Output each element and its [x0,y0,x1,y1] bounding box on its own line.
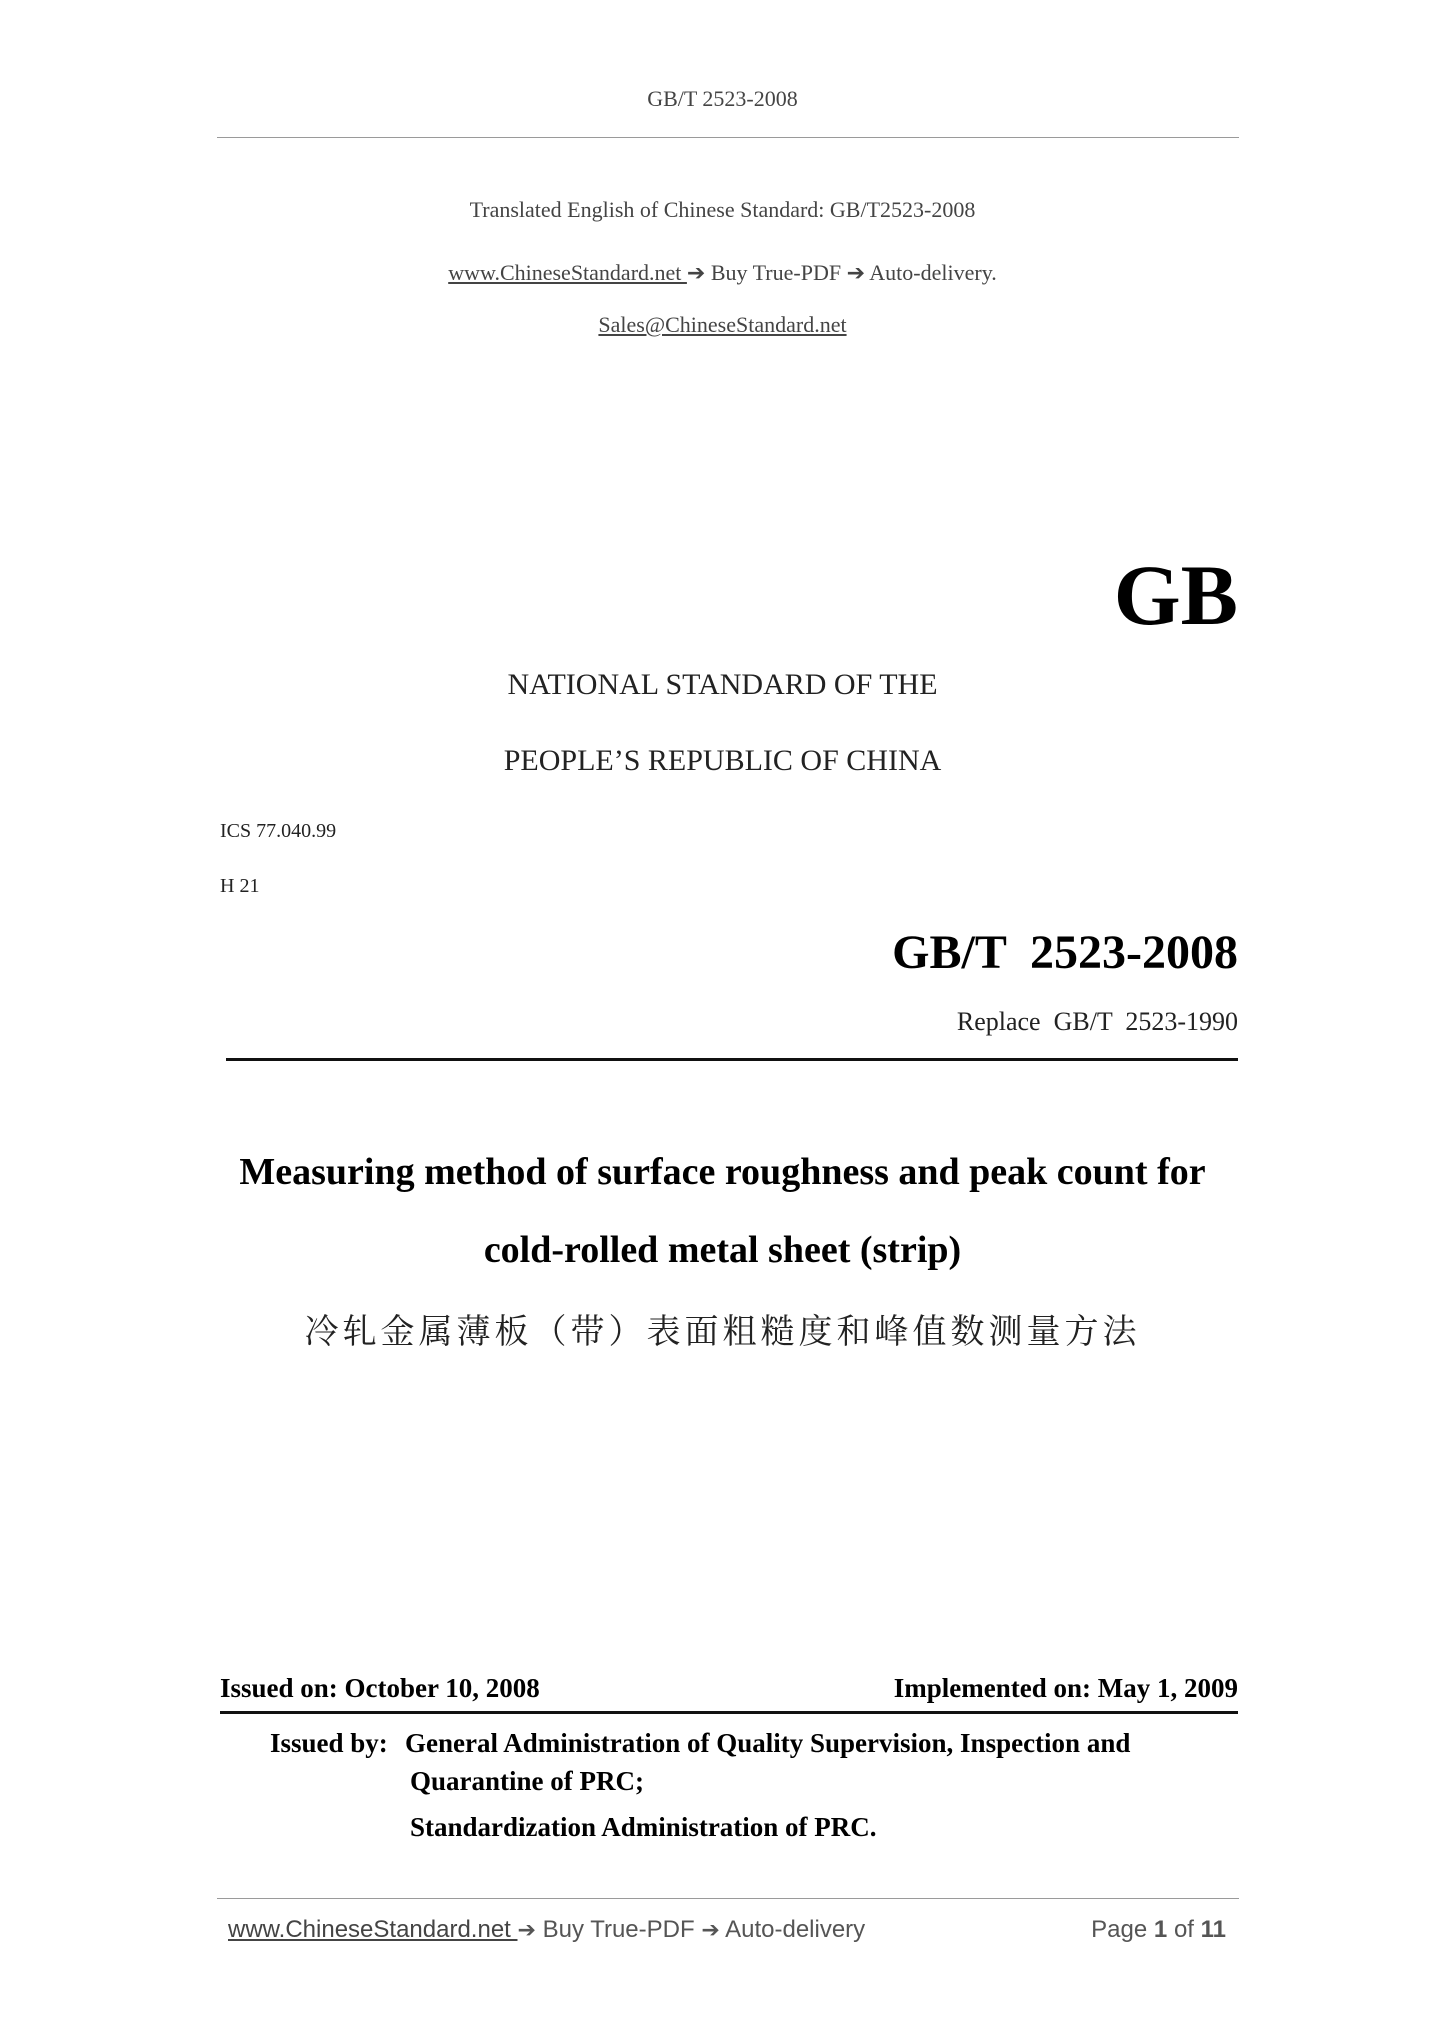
sales-email-link[interactable]: Sales@ChineseStandard.net [598,312,847,337]
page-number: 1 [1153,1916,1168,1943]
arrow-right-icon: ➔ [701,1918,720,1943]
ics-code: ICS 77.040.99 [220,820,337,842]
page-indicator [1091,1916,1226,1944]
dates-rule [220,1711,1238,1714]
national-standard-line1: NATIONAL STANDARD OF THE [507,668,938,701]
number-rule [226,1058,1238,1061]
national-standard-line2: PEOPLE’S REPUBLIC OF CHINA [503,744,942,777]
standard-number: GB/T 2523-2008 [892,926,1238,979]
arrow-right-icon: ➔ [686,261,706,286]
arrow-right-icon: ➔ [846,261,865,286]
title-en-line1: Measuring method of surface roughness and peak count for [239,1151,1206,1193]
issuer-1-line2: Quarantine of PRC; [410,1766,644,1796]
implemented-on: Implemented on: May 1, 2009 [893,1673,1238,1703]
running-header: GB/T 2523-2008 [647,86,798,111]
ccs-code: H 21 [220,875,260,897]
replace-note: Replace GB/T 2523-1990 [956,1007,1238,1036]
page-label: Page [1091,1916,1148,1943]
auto-delivery-text: Auto-delivery. [869,260,997,285]
page-total: 11 [1200,1916,1226,1943]
footer-rule [217,1898,1239,1899]
arrow-right-icon: ➔ [517,1918,536,1943]
header-rule [217,137,1239,138]
site-link[interactable]: www.ChineseStandard.net [448,260,687,285]
footer-buy-true-pdf: Buy True-PDF [542,1916,695,1943]
email-line [0,312,1445,338]
issued-by-label: Issued by: [270,1728,388,1758]
gb-mark: GB [1113,547,1238,643]
of-label: of [1173,1916,1194,1943]
title-en-line2: cold-rolled metal sheet (strip) [483,1229,962,1271]
footer-auto-delivery: Auto-delivery [725,1916,866,1943]
buy-true-pdf-text: Buy True-PDF [710,260,842,285]
promo-line [0,260,1445,286]
issuer-1-line1: General Administration of Quality Supervision, Inspection and [405,1728,1131,1758]
footer-site-link[interactable]: www.ChineseStandard.net [228,1916,518,1943]
footer-promo [228,1916,865,1944]
translation-note: Translated English of Chinese Standard: GB/T2523-2008 [469,197,976,222]
issuer-2: Standardization Administration of PRC. [410,1812,877,1842]
title-cn: 冷轧金属薄板（带）表面粗糙度和峰值数测量方法 [304,1314,1141,1351]
issued-on: Issued on: October 10, 2008 [220,1673,540,1703]
